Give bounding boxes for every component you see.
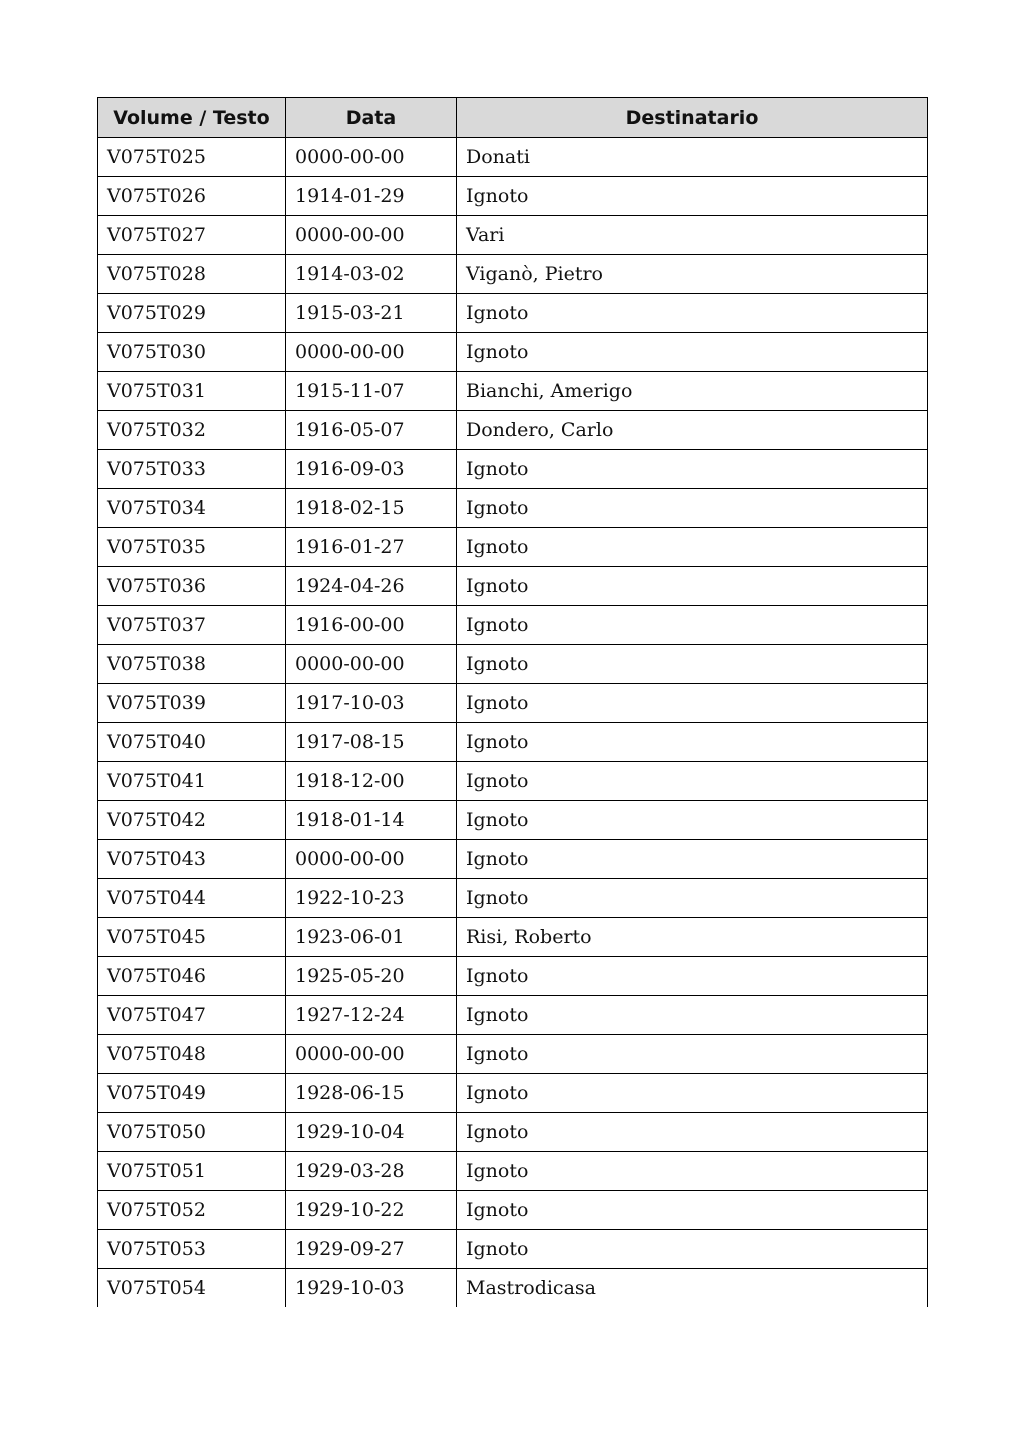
data-cell: 1923-06-01 [286, 918, 457, 957]
table-row [98, 1152, 928, 1191]
data-cell: 1929-10-04 [286, 1113, 457, 1152]
data-cell: 0000-00-00 [286, 138, 457, 177]
data-cell: 1915-11-07 [286, 372, 457, 411]
table-body [98, 138, 928, 1308]
table-row [98, 255, 928, 294]
destinatario-cell: Ignoto [457, 840, 928, 879]
volume-testo-cell: V075T049 [98, 1074, 286, 1113]
destinatario-cell: Ignoto [457, 567, 928, 606]
data-cell: 0000-00-00 [286, 840, 457, 879]
volume-testo-cell: V075T039 [98, 684, 286, 723]
volume-testo-cell: V075T052 [98, 1191, 286, 1230]
letters-table-container [97, 97, 927, 1307]
table-row [98, 1191, 928, 1230]
volume-testo-cell: V075T044 [98, 879, 286, 918]
destinatario-cell: Ignoto [457, 957, 928, 996]
volume-testo-cell: V075T054 [98, 1269, 286, 1308]
table-row [98, 762, 928, 801]
destinatario-cell: Ignoto [457, 177, 928, 216]
table-row [98, 879, 928, 918]
volume-testo-cell: V075T035 [98, 528, 286, 567]
data-cell: 1918-01-14 [286, 801, 457, 840]
volume-testo-cell: V075T032 [98, 411, 286, 450]
data-cell: 1922-10-23 [286, 879, 457, 918]
destinatario-cell: Ignoto [457, 1191, 928, 1230]
data-cell: 1916-09-03 [286, 450, 457, 489]
volume-testo-cell: V075T031 [98, 372, 286, 411]
table-row [98, 1074, 928, 1113]
destinatario-cell: Ignoto [457, 606, 928, 645]
volume-testo-cell: V075T040 [98, 723, 286, 762]
table-row [98, 840, 928, 879]
table-row [98, 1035, 928, 1074]
data-cell: 1929-03-28 [286, 1152, 457, 1191]
volume-testo-cell: V075T053 [98, 1230, 286, 1269]
table-row [98, 684, 928, 723]
column-header-volume-testo: Volume / Testo [98, 98, 286, 138]
table-row [98, 567, 928, 606]
volume-testo-cell: V075T046 [98, 957, 286, 996]
volume-testo-cell: V075T042 [98, 801, 286, 840]
table-row [98, 957, 928, 996]
data-cell: 1929-09-27 [286, 1230, 457, 1269]
destinatario-cell: Ignoto [457, 450, 928, 489]
table-header-row [98, 98, 928, 138]
volume-testo-cell: V075T045 [98, 918, 286, 957]
destinatario-cell: Ignoto [457, 645, 928, 684]
volume-testo-cell: V075T030 [98, 333, 286, 372]
data-cell: 1916-05-07 [286, 411, 457, 450]
data-cell: 0000-00-00 [286, 645, 457, 684]
destinatario-cell: Ignoto [457, 528, 928, 567]
table-row [98, 372, 928, 411]
destinatario-cell: Dondero, Carlo [457, 411, 928, 450]
destinatario-cell: Ignoto [457, 294, 928, 333]
table-row [98, 723, 928, 762]
data-cell: 1914-01-29 [286, 177, 457, 216]
data-cell: 1914-03-02 [286, 255, 457, 294]
table-row [98, 1113, 928, 1152]
table-row [98, 801, 928, 840]
table-row [98, 411, 928, 450]
destinatario-cell: Viganò, Pietro [457, 255, 928, 294]
table-row [98, 216, 928, 255]
destinatario-cell: Ignoto [457, 723, 928, 762]
column-header-data: Data [286, 98, 457, 138]
destinatario-cell: Risi, Roberto [457, 918, 928, 957]
data-cell: 1929-10-03 [286, 1269, 457, 1308]
destinatario-cell: Ignoto [457, 996, 928, 1035]
data-cell: 1924-04-26 [286, 567, 457, 606]
volume-testo-cell: V075T027 [98, 216, 286, 255]
volume-testo-cell: V075T028 [98, 255, 286, 294]
data-cell: 1916-00-00 [286, 606, 457, 645]
volume-testo-cell: V075T047 [98, 996, 286, 1035]
data-cell: 0000-00-00 [286, 333, 457, 372]
table-row [98, 645, 928, 684]
data-cell: 1918-02-15 [286, 489, 457, 528]
volume-testo-cell: V075T050 [98, 1113, 286, 1152]
data-cell: 0000-00-00 [286, 216, 457, 255]
table-row [98, 528, 928, 567]
table-row [98, 606, 928, 645]
destinatario-cell: Ignoto [457, 879, 928, 918]
data-cell: 1918-12-00 [286, 762, 457, 801]
volume-testo-cell: V075T025 [98, 138, 286, 177]
volume-testo-cell: V075T048 [98, 1035, 286, 1074]
destinatario-cell: Ignoto [457, 684, 928, 723]
destinatario-cell: Ignoto [457, 1230, 928, 1269]
volume-testo-cell: V075T034 [98, 489, 286, 528]
destinatario-cell: Ignoto [457, 333, 928, 372]
destinatario-cell: Ignoto [457, 489, 928, 528]
volume-testo-cell: V075T043 [98, 840, 286, 879]
destinatario-cell: Vari [457, 216, 928, 255]
table-row [98, 1230, 928, 1269]
data-cell: 1925-05-20 [286, 957, 457, 996]
destinatario-cell: Ignoto [457, 801, 928, 840]
table-row [98, 1269, 928, 1308]
destinatario-cell: Bianchi, Amerigo [457, 372, 928, 411]
volume-testo-cell: V075T033 [98, 450, 286, 489]
table-row [98, 138, 928, 177]
letters-table [97, 97, 928, 1307]
data-cell: 1927-12-24 [286, 996, 457, 1035]
column-header-destinatario: Destinatario [457, 98, 928, 138]
data-cell: 0000-00-00 [286, 1035, 457, 1074]
data-cell: 1915-03-21 [286, 294, 457, 333]
destinatario-cell: Ignoto [457, 1035, 928, 1074]
table-row [98, 918, 928, 957]
table-row [98, 177, 928, 216]
table-header [98, 98, 928, 138]
table-row [98, 294, 928, 333]
data-cell: 1928-06-15 [286, 1074, 457, 1113]
volume-testo-cell: V075T037 [98, 606, 286, 645]
destinatario-cell: Mastrodicasa [457, 1269, 928, 1308]
destinatario-cell: Ignoto [457, 1152, 928, 1191]
destinatario-cell: Donati [457, 138, 928, 177]
volume-testo-cell: V075T051 [98, 1152, 286, 1191]
volume-testo-cell: V075T041 [98, 762, 286, 801]
volume-testo-cell: V075T026 [98, 177, 286, 216]
data-cell: 1916-01-27 [286, 528, 457, 567]
volume-testo-cell: V075T036 [98, 567, 286, 606]
volume-testo-cell: V075T038 [98, 645, 286, 684]
table-row [98, 489, 928, 528]
table-row [98, 996, 928, 1035]
destinatario-cell: Ignoto [457, 1074, 928, 1113]
volume-testo-cell: V075T029 [98, 294, 286, 333]
table-row [98, 333, 928, 372]
data-cell: 1917-10-03 [286, 684, 457, 723]
data-cell: 1917-08-15 [286, 723, 457, 762]
table-row [98, 450, 928, 489]
destinatario-cell: Ignoto [457, 762, 928, 801]
data-cell: 1929-10-22 [286, 1191, 457, 1230]
destinatario-cell: Ignoto [457, 1113, 928, 1152]
